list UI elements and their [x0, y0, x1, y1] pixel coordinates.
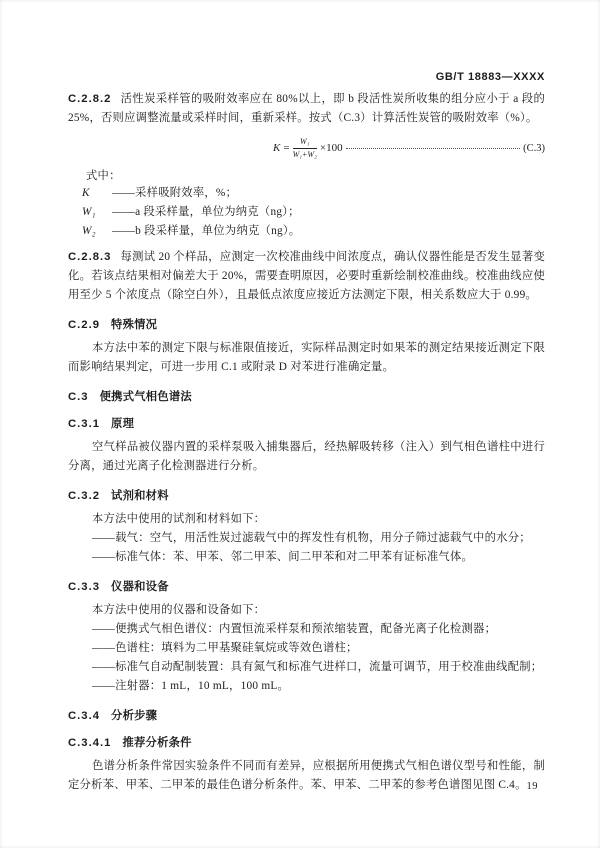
where-item-k — [68, 184, 545, 203]
equation-c3 — [68, 135, 545, 161]
heading-c32-number: C.3.2 — [68, 490, 101, 502]
symbol-w1-description: ——a 段采样量，单位为纳克（ng）； — [112, 206, 300, 218]
heading-c33-title: 仪器和设备 — [111, 581, 169, 593]
clause-c282 — [68, 90, 545, 128]
clause-c283-number: C.2.8.3 — [68, 251, 112, 263]
formula-equals-sign: = — [283, 142, 290, 154]
heading-c33-number: C.3.3 — [68, 581, 101, 593]
heading-c33 — [68, 578, 545, 594]
formula-fraction — [293, 137, 317, 158]
list-item-gas-preparation-device: ——标准气自动配制装置：具有氮气和标准气进样口，流量可调节，用于校准曲线配制； — [92, 661, 543, 673]
heading-c29 — [68, 316, 545, 332]
standard-number-header: GB/T 18883—XXXX — [435, 71, 545, 83]
heading-c3-number: C.3 — [68, 391, 89, 403]
where-intro: 式中： — [86, 170, 121, 182]
heading-c32-title: 试剂和材料 — [111, 490, 169, 502]
clause-c283 — [68, 248, 545, 305]
paragraph-c31: 空气样品被仪器内置的采样泵吸入捕集器后，经热解吸转移（注入）到气相色谱柱中进行分离，通过光离子化检测器进行分析。 — [68, 441, 545, 472]
where-item-w2 — [68, 222, 545, 241]
heading-c32 — [68, 487, 545, 503]
heading-c3-title: 便携式气相色谱法 — [99, 391, 192, 403]
symbol-k-description: ——采样吸附效率，%； — [112, 187, 238, 199]
equation-number-label: (C.3) — [523, 142, 545, 154]
fraction-numerator: W₁ — [293, 137, 317, 148]
heading-c341 — [68, 734, 545, 750]
heading-c29-number: C.2.9 — [68, 319, 101, 331]
fraction-denominator: W₁+W₂ — [292, 149, 317, 159]
page-number: 19 — [526, 781, 538, 792]
heading-c31-number: C.3.1 — [68, 418, 101, 430]
heading-c31 — [68, 415, 545, 431]
symbol-w1: W₁ — [82, 206, 96, 218]
formula-lhs-symbol: K — [273, 142, 281, 154]
clause-c283-text: 每测试 20 个样品，应测定一次校准曲线中间浓度点，确认仪器性能是否发生显著变化。若该点结果相对偏差大于 20%，需要查明原因，必要时重新绘制校准曲线。校准曲线应使用至少 5 个浓度点（除空白外），且最低点浓度应接近方法测定下限，相关系数应大于 0.99。 — [68, 251, 545, 301]
heading-c31-title: 原理 — [111, 418, 135, 430]
heading-c29-title: 特殊情况 — [111, 319, 158, 331]
paragraph-c29: 本方法中苯的测定下限与标准限值接近，实际样品测定时如果苯的测定结果接近测定下限而影响结果判定，可进一步用 C.1 或附录 D 对苯进行准确定量。 — [68, 342, 545, 373]
list-item-portable-gc: ——便携式气相色谱仪：内置恒流采样泵和预浓缩装置，配备光离子化检测器； — [92, 623, 497, 635]
heading-c34 — [68, 707, 545, 723]
list-item-carrier-gas: ——载气：空气，用活性炭过滤载气中的挥发性有机物，用分子筛过滤载气中的水分； — [92, 532, 531, 544]
page-content — [68, 90, 545, 798]
dotted-leader — [346, 148, 521, 149]
symbol-w2: W₂ — [82, 225, 96, 237]
clause-c282-text: 活性炭采样管的吸附效率应在 80%以上，即 b 段活性炭所收集的组分应小于 a 段的 25%，否则应调整流量或采样时间，重新采样。按式（C.3）计算活性炭管的吸附效率（%）。 — [68, 93, 545, 124]
formula-multiplier: ×100 — [319, 142, 343, 154]
symbol-k: K — [82, 187, 90, 199]
heading-c3 — [68, 388, 545, 404]
paragraph-c32-intro: 本方法中使用的试剂和材料如下： — [92, 513, 266, 525]
symbol-w2-description: ——b 段采样量，单位为纳克（ng）。 — [112, 225, 301, 237]
clause-c282-number: C.2.8.2 — [68, 93, 112, 105]
heading-c34-number: C.3.4 — [68, 710, 101, 722]
list-item-column: ——色谱柱：填料为二甲基聚硅氧烷或等效色谱柱； — [92, 642, 358, 654]
heading-c34-title: 分析步骤 — [111, 710, 158, 722]
paragraph-c341: 色谱分析条件常因实验条件不同而有差异，应根据所用便携式气相色谱仪型号和性能，制定分析苯、甲苯、二甲苯的最佳色谱分析条件。苯、甲苯、二甲苯的参考色谱图见图 C.4。 — [68, 760, 545, 791]
list-item-standard-gas: ——标准气体：苯、甲苯、邻二甲苯、间二甲苯和对二甲苯有证标准气体。 — [92, 551, 474, 563]
where-item-w1 — [68, 203, 545, 222]
heading-c341-title: 推荐分析条件 — [122, 737, 192, 749]
list-item-syringes: ——注射器：1 mL，10 mL，100 mL。 — [92, 680, 290, 692]
heading-c341-number: C.3.4.1 — [68, 737, 112, 749]
paragraph-c33-intro: 本方法中使用的仪器和设备如下： — [92, 604, 266, 616]
